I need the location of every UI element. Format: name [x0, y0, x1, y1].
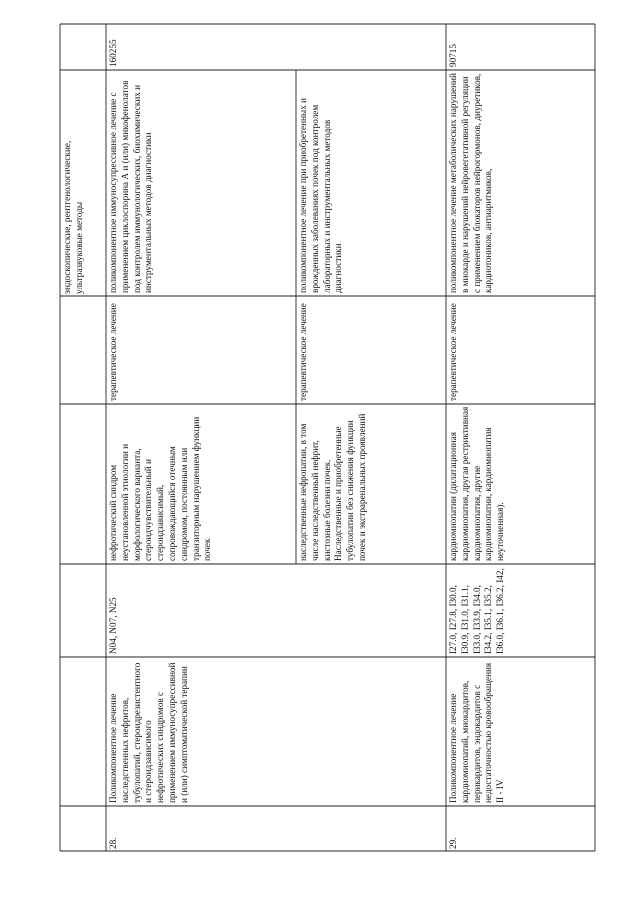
row-28-icd-codes: N04, N07, N25: [108, 597, 118, 654]
row-28-sub2-model: наследственные нефропатии, в том числе наследственный нефрит, кистозные болезни почек. Наследственные и приобретенные тубулопатии без снижения функции почек и экстраренальных проявлений: [298, 413, 367, 561]
row-29-treatment: терапевтическое лечение: [448, 303, 458, 401]
row-28-group-name: Поликомпонентное лечение наследственных нефритов, тубулопатий, стероидрезистентного и стероидзависимого нефротических синдромов с применением иммуносупрессивной и (или) симптоматической терапии: [108, 662, 189, 803]
row-29-group-name: Поликомпонентное лечение кардиомиопатий, миокардитов, перикардитов, эндокардитов с недостаточностью кровообращения II - IV: [448, 662, 506, 803]
row-29-icd-codes: I27.0, I27.8, I30.0, I30.9, I31.0, I31.1, I33.0, I33.9, I34.0, I34.2, I35.1, I35.2, I36.0, I36.1, I36.2, I42,: [448, 568, 506, 654]
row-29-method: поликомпонентное лечение метаболических нарушений в миокарде и нарушений нейровегетативной регуляции с применением блокаторов нейрогормонов, диуретиков, кардиотоников, антиаритмиков,: [448, 73, 494, 293]
row-28-sub2-method: поликомпонентное лечение при приобретенных и врожденных заболеваниях почек под контролем лабораторных и инструментальных методов диагностики: [298, 98, 344, 293]
row-28-number: 28.: [108, 837, 118, 849]
row-28-sub1-treatment: терапевтическое лечение: [108, 303, 118, 401]
row-29-model: кардиомиопатии (дилатационная кардиомиопатия, другая рестриктивная кардиомиопатия, другие кардиомиопатии, кардиомиопатия неуточненная).: [448, 406, 506, 561]
row-29-cost: 90715: [448, 44, 458, 67]
row-28-cost: 160255: [108, 39, 118, 67]
row-28-sub1-method: поликомпонентное иммуносупрессивное лечение с применением циклоспорина А и (или) микофенолатов под контролем иммунологических, биохимических и инструментальных методов диагностики: [108, 80, 154, 293]
continuation-method-text: эндоскопические, рентгенологические, ультразвуковые методы: [62, 140, 84, 294]
row-29-number: 29.: [448, 837, 458, 849]
row-28-sub2-treatment: терапевтическое лечение: [298, 303, 308, 401]
row-28-sub1-model: нефротический синдром неустановленной этиологии и морфологического варианта, стероидчувствительный и стероидзависимый, сопровождающийся отечным синдромом, постоянным или транзиторным нарушением функции почек: [108, 416, 213, 561]
